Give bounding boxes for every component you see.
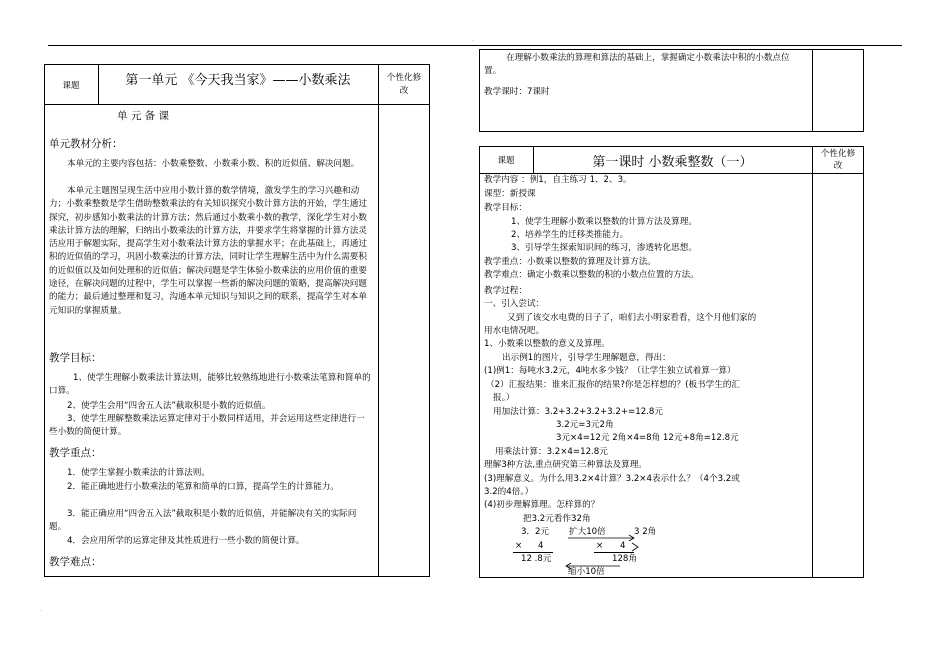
right-top-text: 在理解小数乘法的算理和算法的基础上，掌握确定小数乘法中积的小数点位置。 bbox=[484, 53, 790, 77]
lesson-show: 出示例1的图片，引导学生理解题意，得出： bbox=[502, 353, 671, 363]
lesson-initial: (4)初步理解算理。怎样算的？ bbox=[484, 500, 600, 510]
lesson-key: 教学重点：小数乘以整数的算理及计算方法。 bbox=[484, 257, 656, 267]
calc-res-b: 128角 bbox=[612, 554, 637, 564]
goal-item-3: 3、使学生理解整数乘法运算定律对于小数同样适用，并会运用这些定律进行一些小数的简便计算。 bbox=[49, 414, 365, 438]
lesson-type: 课型：新授课 bbox=[484, 189, 536, 199]
lesson-step-1: 一、引入尝试： bbox=[484, 299, 545, 309]
analysis-p1: 本单元的主要内容包括：小数乘整数、小数乘小数、积的近似值、解决问题。 bbox=[67, 159, 360, 169]
lesson-section-1: 1、小数乘以整数的意义及算理。 bbox=[484, 339, 610, 349]
left-header-note: 个性化修改 bbox=[386, 73, 422, 96]
lesson-add-1: 用加法计算：3.2+3.2+3.2+3.2+=12.8元 bbox=[493, 407, 663, 417]
lesson-q1: (1)例1：每吨水3.2元，4吨水多少钱？（让学生独立试着算一算） bbox=[484, 366, 736, 376]
calc-a: 3．2元 bbox=[521, 527, 550, 537]
lesson-difficulty: 教学难点：确定小数乘以整数的积的小数点位置的方法。 bbox=[484, 270, 699, 280]
lesson-intro-2: 用水电情况吧。 bbox=[484, 326, 545, 336]
calc-n-a: 4 bbox=[538, 541, 544, 551]
left-header-label: 课题 bbox=[62, 80, 80, 91]
lesson-q2b: 报。） bbox=[493, 393, 515, 403]
keypoints-heading: 教学重点： bbox=[49, 447, 102, 459]
lesson-content: 教学内容 ：例1，自主练习 1、2、3。 bbox=[484, 175, 632, 185]
left-col-divider-2 bbox=[378, 64, 379, 577]
calc-times-a: × bbox=[515, 541, 523, 551]
calc-n-b: 4 bbox=[620, 541, 626, 551]
analysis-p2: 本单元主题图呈现生活中应用小数计算的数学情境，激发学生的学习兴趣和动力；小数乘整数是学生借助整数乘法的有关知识探究小数计算方法的开始，学生通过探究，初步感知小数乘法的计算方法；然后通过小数乘小数的教学，深化学生对小数乘法计算方法的理解，归纳出小数乘法的计算方法，并要求学生将掌握的计算方法灵活应用于解题实际，提高学生对小数乘法计算方法的掌握水平；在此基础上，再通过积的近似值的学习，巩固小数乘法的计算方法，同时让学生理解生活中为什么需要积的近似值以及如何处理积的近似值；解决问题是学生体验小数乘法的应用价值的重要途径，在解决问题的过程中，学生可以掌握一些新的解决问题的策略，提高解决问题的能力；最后通过整理和复习，沟通本单元知识与知识之间的联系，提高学生对本单元知识的掌握质量。 bbox=[49, 186, 367, 316]
unit-prep-title: 单 元 备 课 bbox=[117, 110, 170, 122]
lesson-goal-1: 1、使学生理解小数乘以整数的计算方法及算理。 bbox=[511, 217, 697, 227]
lesson-mul: 用乘法计算：3.2×4=12.8元 bbox=[495, 447, 608, 457]
corner-mark: . bbox=[40, 606, 42, 613]
left-header-divider bbox=[44, 104, 430, 105]
goal-item-2: 2、使学生会用“四舍五人法”截取积是小数的近似值。 bbox=[67, 401, 271, 411]
top-rule bbox=[48, 45, 902, 46]
lesson-header-title: 第一课时 小数乘整数（一） bbox=[592, 154, 753, 170]
lesson-goal-heading: 教学目标： bbox=[484, 203, 527, 213]
lesson-add-2: 3.2元=3元2角 bbox=[556, 420, 614, 430]
analysis-heading: 单元教材分析： bbox=[49, 138, 123, 150]
lesson-col-divider-2 bbox=[812, 146, 813, 578]
left-header-title: 第一单元 《今天我当家》——小数乘法 bbox=[125, 72, 351, 88]
calc-times-b: × bbox=[596, 541, 604, 551]
goals-heading: 教学目标： bbox=[49, 352, 102, 364]
lesson-meaning-1: (3)理解意义。为什么用3.2×4计算？3.2×4表示什么？（4个3.2或 bbox=[484, 474, 740, 484]
right-top-hours: 教学课时：7课时 bbox=[484, 87, 550, 97]
calc-b: 3 2角 bbox=[634, 527, 657, 537]
goal-item-1: 1、使学生理解小数乘法计算法则，能够比较熟练地进行小数乘法笔算和简单的口算。 bbox=[49, 373, 371, 397]
lesson-process: 教学过程： bbox=[484, 286, 527, 296]
calc-arrows bbox=[0, 0, 1, 1]
keypoint-item-4: 4．会应用所学的运算定律及其性质进行一些小数的简便计算。 bbox=[67, 536, 305, 546]
lesson-header-label: 课题 bbox=[497, 156, 515, 166]
keypoint-item-2: 2．能正确地进行小数乘法的笔算和简单的口算，提高学生的计算能力。 bbox=[67, 482, 339, 492]
keypoint-item-1: 1．使学生掌握小数乘法的计算法则。 bbox=[67, 468, 210, 478]
corner-mark: . bbox=[472, 36, 474, 43]
lesson-intro-1: 又到了该交水电费的日子了，咱们去小明家看看，这个月他们家的 bbox=[507, 313, 757, 323]
keypoint-item-3: 3．能正确应用“四舍五入法”截取积是小数的近似值，并能解决有关的实际问题。 bbox=[49, 509, 357, 533]
lesson-header-note: 个性化修改 bbox=[820, 149, 856, 171]
difficulty-heading: 教学难点： bbox=[49, 556, 102, 568]
lesson-focus: 理解3种方法,重点研究第三种算法及算理。 bbox=[484, 460, 647, 470]
lesson-add-3: 3元×4=12元 2角×4=8角 12元+8角=12.8元 bbox=[556, 433, 739, 443]
lesson-meaning-2: 3.2的4倍。） bbox=[484, 487, 534, 497]
calc-shrink: 缩小10倍 bbox=[568, 567, 605, 577]
calc-res-a: 12 .8元 bbox=[521, 554, 552, 564]
right-top-col-divider bbox=[812, 49, 813, 132]
lesson-treat: 把3.2元看作32角 bbox=[523, 514, 591, 524]
lesson-goal-3: 3、引导学生探索知识间的练习，渗透转化思想。 bbox=[511, 243, 697, 253]
lesson-goal-2: 2、培养学生的迁移类推能力。 bbox=[511, 230, 629, 240]
lesson-q2a: （2）汇报结果：谁来汇报你的结果?你是怎样想的？(板书学生的汇 bbox=[486, 380, 741, 390]
calc-expand: 扩大10倍 bbox=[569, 527, 606, 537]
